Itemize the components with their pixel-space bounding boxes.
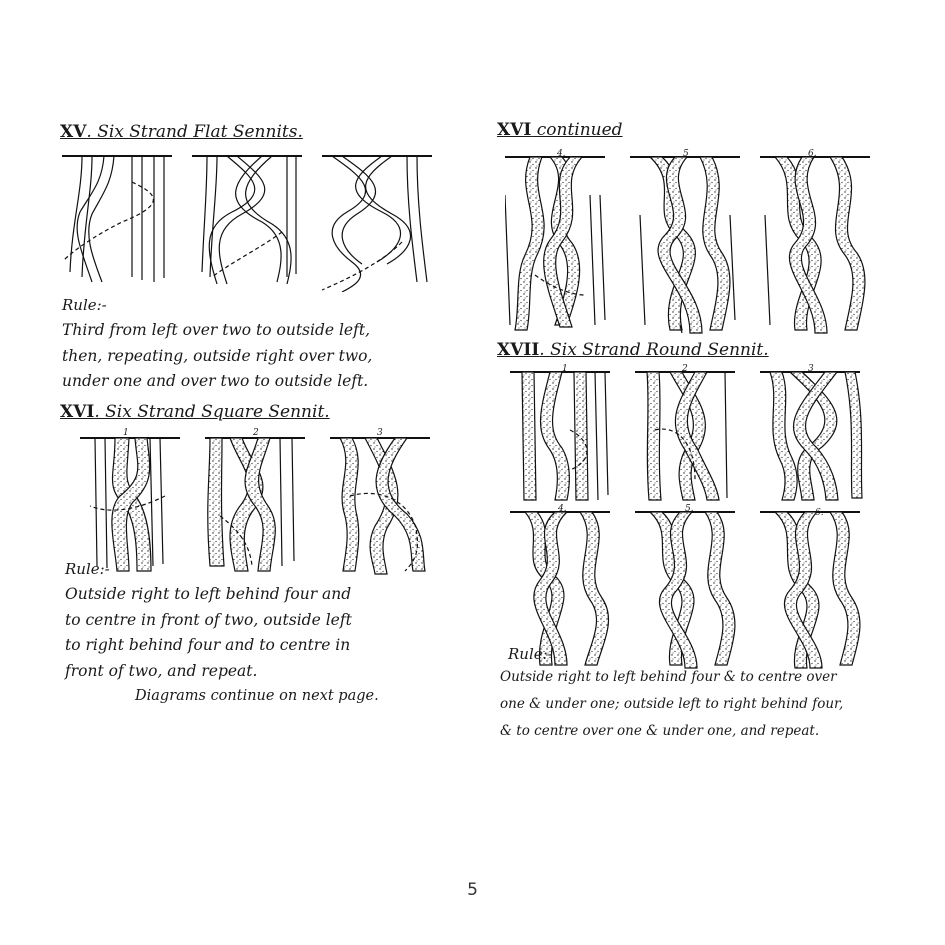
section-16-number: XVI	[60, 402, 95, 422]
section-15-number: XV	[60, 122, 87, 142]
flat-sennit-diagrams	[62, 152, 442, 292]
round-sennit-diagrams-top	[510, 364, 870, 505]
square-sennit-diagram-3	[330, 438, 430, 574]
round-step-label: 6.	[815, 508, 824, 518]
page-number: 5	[467, 880, 478, 900]
section-16-rule-line: front of two, and repeat.	[65, 661, 258, 680]
section-16-continued-number: XVI	[497, 120, 532, 140]
round-sennit-bottom-svg	[510, 510, 870, 670]
section-15-rule-line: Third from left over two to outside left,	[62, 321, 371, 339]
round-sennit-top-svg	[510, 370, 870, 505]
square-sennit-svg	[75, 436, 435, 576]
square-sennit-continued-diagrams	[505, 149, 875, 335]
section-16-rule-text	[65, 582, 455, 684]
section-17-title: . Six Strand Round Sennit.	[539, 340, 769, 360]
square-sennit-diagram-4	[505, 157, 605, 330]
square-sennit-diagram-5	[630, 157, 740, 333]
section-16-continued-title: continued	[531, 120, 623, 140]
round-sennit-diagram-5	[635, 512, 735, 668]
section-17-heading	[497, 340, 769, 360]
round-step-label: 4.	[558, 504, 567, 514]
square-continued-step-label: 5	[683, 149, 689, 159]
square-sennit-continued-svg	[505, 155, 875, 335]
section-17-rule-line: Outside right to left behind four & to centre over	[500, 669, 837, 685]
flat-sennit-diagram-3	[322, 156, 432, 292]
round-step-label: 1	[562, 364, 568, 374]
square-step-label: 2	[253, 428, 259, 438]
flat-sennit-diagram-1	[62, 156, 172, 282]
round-sennit-diagrams-bottom	[510, 504, 870, 670]
section-15-title: . Six Strand Flat Sennits.	[86, 122, 303, 142]
section-15-rule-line: then, repeating, outside right over two,	[62, 346, 373, 365]
flat-sennit-svg	[62, 152, 442, 292]
round-sennit-diagram-1	[510, 372, 610, 500]
continue-note: Diagrams continue on next page.	[135, 688, 379, 704]
round-step-label: 2	[682, 364, 688, 374]
section-17-rule-text	[500, 664, 920, 745]
section-16-heading	[60, 402, 330, 422]
square-sennit-diagram-6	[760, 157, 870, 333]
section-15-rule-text	[62, 318, 452, 395]
section-16-title: . Six Strand Square Sennit.	[94, 402, 330, 422]
section-17-rule-label: Rule:-	[508, 645, 553, 663]
square-continued-step-label: 4.	[557, 149, 566, 159]
section-16-rule-line: to centre in front of two, outside left	[65, 610, 352, 629]
square-continued-step-label: 6.	[808, 149, 817, 159]
section-17-rule-line: & to centre over one & under one, and repeat.	[500, 723, 820, 739]
square-step-label: 1	[123, 428, 129, 438]
section-16-rule-line: to right behind four and to centre in	[65, 636, 351, 654]
section-15-rule-label: Rule:-	[62, 296, 107, 314]
square-sennit-diagram-2	[205, 438, 305, 571]
round-step-label: 5.	[685, 504, 694, 514]
round-sennit-diagram-6	[760, 512, 860, 668]
section-15-rule-line: under one and over two to outside left.	[62, 372, 369, 390]
round-sennit-diagram-2	[635, 372, 735, 500]
round-sennit-diagram-4	[510, 512, 610, 665]
square-sennit-diagrams	[75, 428, 435, 576]
square-sennit-diagram-1	[80, 438, 180, 571]
round-step-label: 3	[808, 364, 814, 374]
section-16-rule-line: Outside right to left behind four and	[65, 585, 352, 603]
flat-sennit-diagram-2	[192, 156, 302, 284]
section-17-rule-line: one & under one; outside left to right behind four,	[500, 696, 844, 712]
section-15-heading	[60, 122, 303, 142]
section-16-rule-label: Rule:-	[65, 560, 110, 578]
square-step-label: 3	[377, 428, 383, 438]
round-sennit-diagram-3	[760, 372, 862, 500]
section-16-continued-heading	[497, 120, 623, 140]
section-17-number: XVII	[497, 340, 540, 360]
